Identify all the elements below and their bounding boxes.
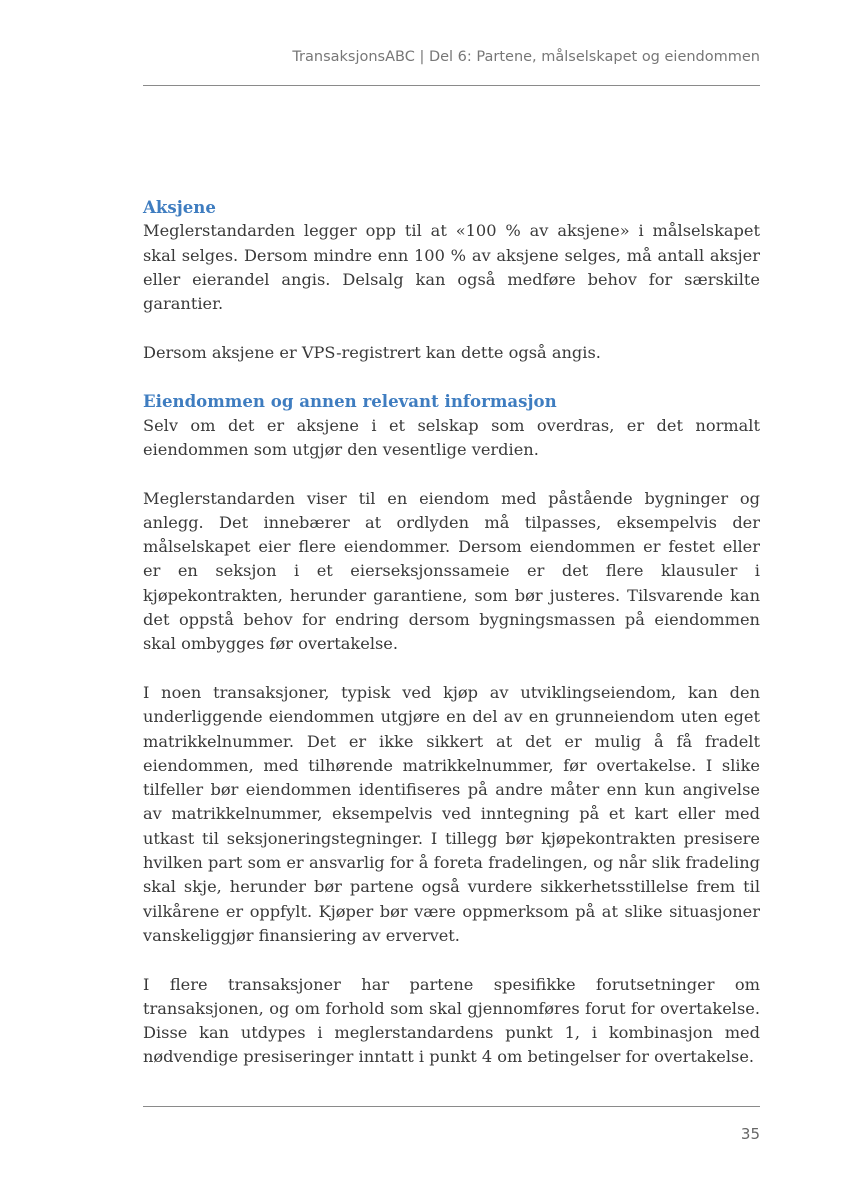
paragraph: I noen transaksjoner, typisk ved kjøp av utviklingseiendom, kan den underliggende eiendommen utgjøre en del av en grunneiendom uten eget matrikkelnummer. Det er ikke sikkert at det er mulig å få fradelt eiendommen, med tilhørende matrikkelnummer, før overtakelse. I slike tilfeller bør eiendommen identifiseres på andre måter enn kun angivelse av matrikkelnummer, eksempelvis ved inntegning på et kart eller med utkast til seksjoneringstegninger. I tillegg bør kjøpekontrakten presisere hvilken part som er ansvarlig for å foreta fradelingen, og når slik fradeling skal skje, herunder bør partene også vurdere sikkerhetsstillelse frem til vilkårene er oppfylt. Kjøper bør være oppmerksom på at slike situasjoner vanskeliggjør finansiering av ervervet. — [143, 682, 760, 945]
paragraph: I flere transaksjoner har partene spesifikke forutsetninger om transaksjonen, og om forhold som skal gjennomføres forut for overtakelse. Disse kan utdypes i meglerstandardens punkt 1, i kombinasjon med nødvendige presiseringer inntatt i punkt 4 om betingelser for overtakelse. — [143, 974, 760, 1067]
paragraph: Dersom aksjene er VPS-registrert kan dette også angis. — [143, 342, 601, 362]
page-number: 35 — [740, 1125, 760, 1143]
running-header: TransaksjonsABC | Del 6: Partene, målselskapet og eiendommen — [292, 49, 760, 65]
page-body — [143, 195, 760, 1070]
section-heading-eiendommen: Eiendommen og annen relevant informasjon — [143, 391, 557, 412]
paragraph: Meglerstandarden legger opp til at «100 % av aksjene» i målselskapet skal selges. Dersom mindre enn 100 % av aksjene selges, må antall aksjer eller eierandel angis. Delsalg kan også medføre behov for særskilte garantier. — [143, 221, 760, 314]
paragraph: Selv om det er aksjene i et selskap som overdras, er det normalt eiendommen som utgjør den vesentlige verdien. — [143, 415, 760, 459]
header-rule — [143, 85, 760, 86]
footer-rule — [143, 1106, 760, 1107]
section-heading-aksjene: Aksjene — [143, 197, 216, 217]
paragraph: Meglerstandarden viser til en eiendom med påstående bygninger og anlegg. Det innebærer at ordlyden må tilpasses, eksempelvis der målselskapet eier flere eiendommer. Dersom eiendommen er festet eller er en seksjon i et eierseksjonssameie er det flere klausuler i kjøpekontrakten, herunder garantiene, som bør justeres. Tilsvarende kan det oppstå behov for endring dersom bygningsmassen på eiendommen skal ombygges før overtakelse. — [143, 488, 760, 654]
